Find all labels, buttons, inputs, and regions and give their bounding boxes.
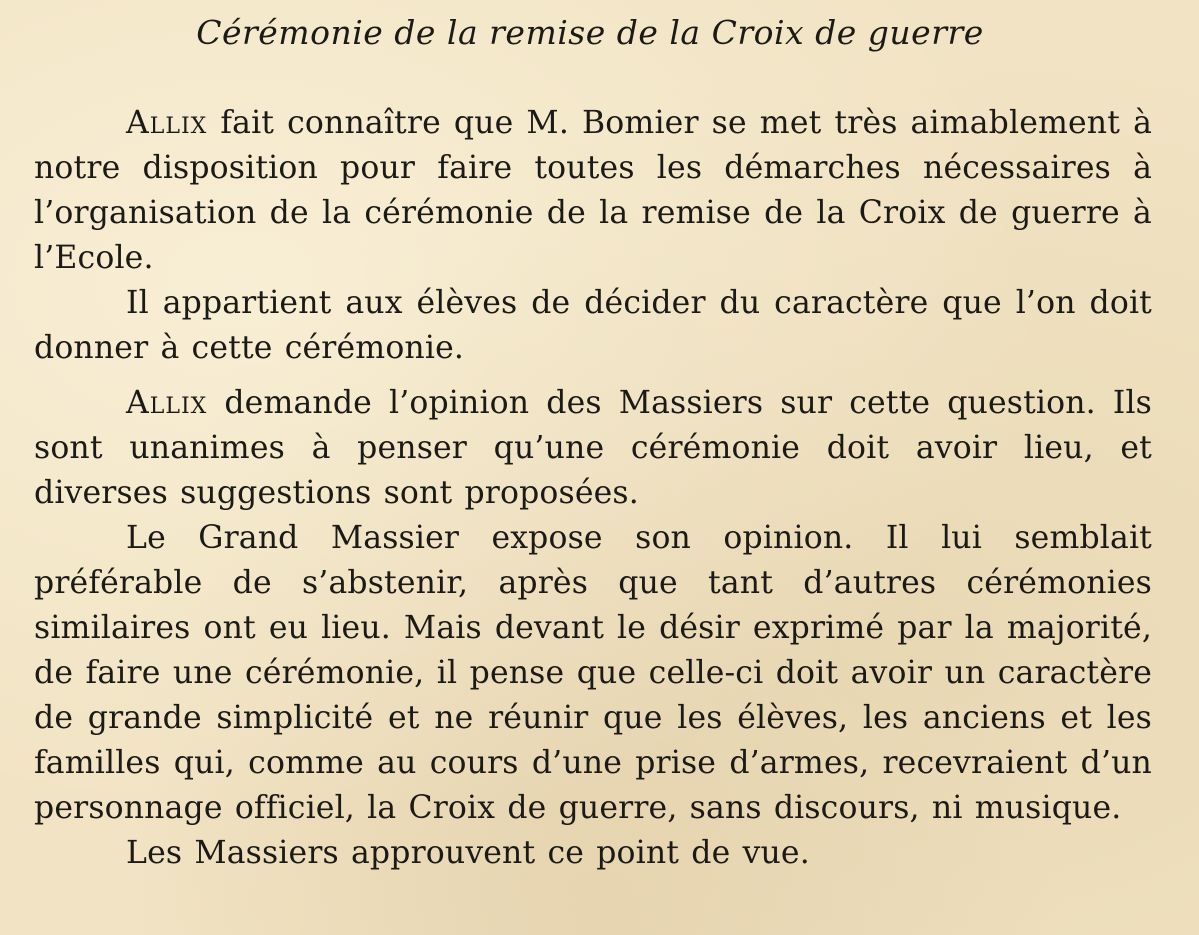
paragraph-5-text: Les Massiers approuvent ce point de vue.	[126, 835, 810, 871]
document-body	[34, 101, 1152, 876]
paragraph-2	[34, 281, 1152, 371]
document-title: Cérémonie de la remise de la Croix de guerre	[196, 13, 984, 52]
paragraph-3	[34, 381, 1152, 516]
paragraph-4-text: Le Grand Massier expose son opinion. Il lui semblait préférable de s’abstenir, après que tant d’autres cérémonies similaires ont eu lieu. Mais devant le désir exprimé par la majorité, de faire une cérémonie, il pense que celle-ci doit avoir un caractère de grande simplicité et ne réunir que les élèves, les anciens et les familles qui, comme au cours d’une prise d’armes, recevraient d’un personnage officiel, la Croix de guerre, sans discours, ni musique.	[34, 520, 1152, 826]
paragraph-4	[34, 516, 1152, 831]
paragraph-1	[34, 101, 1152, 281]
name-allix: Allix	[126, 385, 208, 421]
paragraph-1-text: fait connaître que M. Bomier se met très aimablement à notre disposition pour faire toutes les démarches nécessaires à l’organisation de la cérémonie de la remise de la Croix de guerre à l’Ecole.	[34, 105, 1152, 276]
paragraph-2-text: Il appartient aux élèves de décider du caractère que l’on doit donner à cette cérémonie.	[34, 285, 1152, 366]
paragraph-5	[34, 831, 1152, 876]
name-allix: Allix	[126, 105, 208, 141]
paragraph-3-text: demande l’opinion des Massiers sur cette question. Ils sont unanimes à penser qu’une cérémonie doit avoir lieu, et diverses suggestions sont proposées.	[34, 385, 1152, 511]
